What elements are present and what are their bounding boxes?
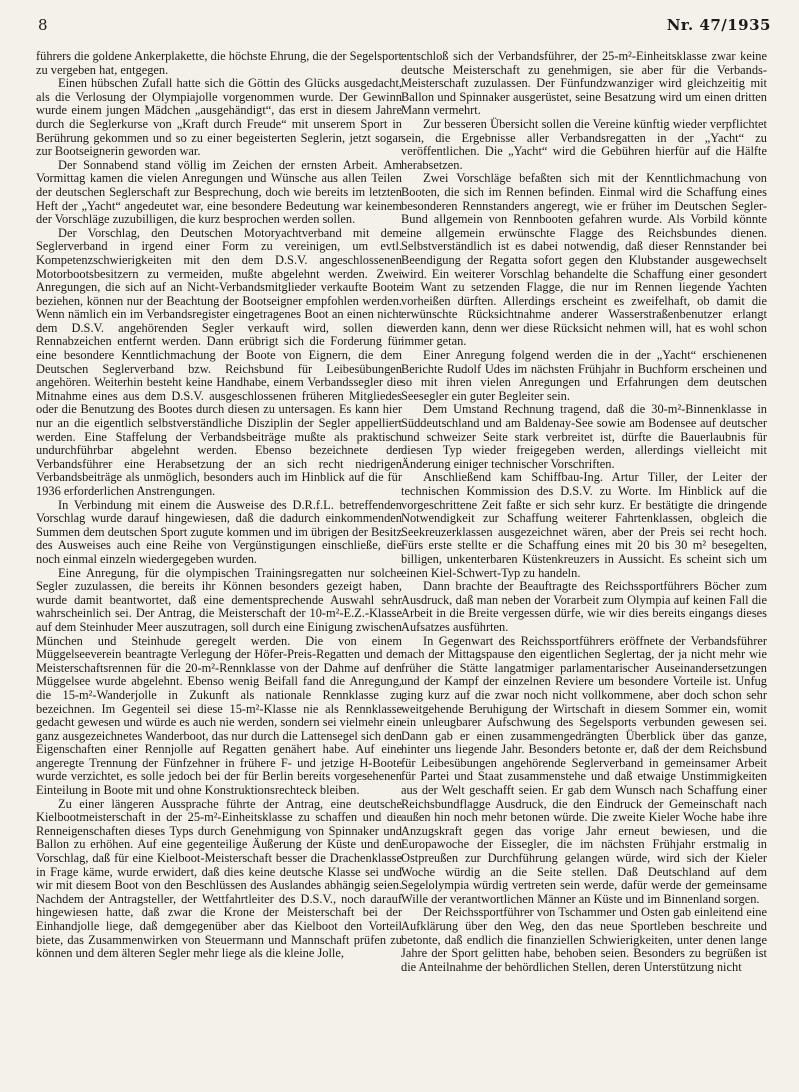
paragraph: Der Reichssportführer von Tschammer und Osten gab einleitend eine Aufklärung über den Weg, den das neue Sportleben beschreite und betonte, daß endlich die finanziellen Schwierigkeiten, unter denen lange Jahre der Sport gelitten habe, behoben seien. Besonders zu begrüßen ist die Anteilnahme der behördlichen Stellen, deren Unterstützung nicht [401, 905, 767, 974]
paragraph: führers die goldene Ankerplakette, die höchste Ehrung, die der Segelsport zu vergeben hat, entgegen. [36, 49, 402, 77]
paragraph: Einen hübschen Zufall hatte sich die Göttin des Glücks ausgedacht, als die Verlosung der Olympiajolle vorgenommen wurde. Der Gewinn wurde einem jungen Mädchen „ausgehändigt“, das erst in diesem Jahre durch die Seglerkurse von „Kraft durch Freude“ mit unserem Sport in Berührung gekommen und so zu einer begeisterten Seglerin, jetzt sogar zur Bootseignerin geworden war. [36, 76, 402, 159]
paragraph: In Gegenwart des Reichssportführers eröffnete der Verbandsführer nach der Mittagspause den eigentlichen Seglertag, der ja nicht mehr wie früher die Stätte langatmiger parlamentarischer Auseinandersetzungen und der Kampf der einzelnen Reviere um besondere Vorteile ist. Unfug ging kurz auf die zwar noch nicht vollkommene, aber doch schon sehr weitgehende Beruhigung der Wirtschaft in diesem Sommer ein, womit ein unleugbarer Aufschwung des Segelsports verbunden gewesen sei. Dann gab er einen zusammengedrängten Überblick über das ganze, hinter uns liegende Jahr. Besonders betonte er, daß der dem Reichsbund für Leibesübungen angehörende Seglerverband in gemeinsamer Arbeit für Partei und Staat zusammenstehe und daß etwaige Unstimmigkeiten aus der Welt geschafft seien. Er gab dem Wunsch nach Schaffung einer Reichsbundflagge Ausdruck, die den Eindruck der Gemeinschaft nach außen hin noch mehr betonen würde. Die zweite Kieler Woche habe ihre Anzugskraft gegen das vorige Jahr erneut bewiesen, und die Europawoche der Eissegler, die im nächsten Frühjahr erstmalig in Ostpreußen zur Durchführung gelangen würde, wird sich der Kieler Woche würdig an die Seite stellen. Daß Deutschland auf dem Segelolympia würdig vertreten sein werde, dafür werde der gemeinsame Wille der verantwortlichen Männer an Küste und im Binnenland sorgen. [401, 633, 767, 906]
paragraph: In Verbindung mit einem die Ausweise des D.R.f.L. betreffenden Vorschlag wurde darauf hingewiesen, daß die dadurch einkommenden Summen dem deutschen Sport zugute kommen und im übrigen der Besitz des Ausweises auch eine Reihe von Vergünstigungen einschließe, die noch einmal einzeln wiedergegeben wurden. [36, 497, 402, 566]
left-column [36, 50, 402, 961]
page-number: 8 [38, 16, 48, 34]
paragraph: Anschließend kam Schiffbau-Ing. Artur Tiller, der Leiter der technischen Kommission des D.S.V. zu Worte. Im Hinblick auf die vorgeschrittene Zeit faßte er sich sehr kurz. Er bestätigte die dringende Notwendigkeit zur Schaffung weiterer Fahrtenklassen, obgleich die Seekreuzerklassen ausgezeichnet wären, aber der Preis sei recht hoch. Fürs erste stellte er die Schaffung eines mit 20 bis 30 m² besegelten, billigen, unkenterbaren Küstenkreuzers in Aussicht. Es scheint sich um einen Kiel-Schwert-Typ zu handeln. [401, 470, 767, 580]
paragraph: Der Vorschlag, den Deutschen Motoryachtverband mit dem Seglerverband in irgend einer Form zu vereinigen, um evtl. Kompetenzschwierigkeiten mit den dem D.S.V. angeschlossenen Motorbootsbesitzern zu vermeiden, mußte abgelehnt werden. Zwei Anregungen, die sich auf an Nicht-Verbandsmitglieder verkaufte Boote beziehen, können nur der Beachtung der Bootseigner empfohlen werden. Wenn nämlich ein im Verbandsregister eingetragenes Boot an einen nicht dem D.S.V. angehörenden Segler verkauft wird, sollen die Rennabzeichen entfernt werden. Dann erübrigt sich die Forderung für eine besondere Kenntlichmachung der Boote von Eignern, die dem Deutschen Seglerverband bzw. Reichsbund für Leibesübungen angehören. Weiterhin besteht keine Handhabe, einem Verbandssegler die Mitnahme eines aus dem D.S.V. ausgeschlossenen früheren Mitgliedes oder die Benutzung des Bootes durch diesen zu untersagen. Es kann hier nur an die eigentlich selbstverständliche Disziplin der Segler appelliert werden. Eine Staffelung der Verbandsbeiträge mußte als praktisch undurchführbar abgelehnt werden. Ebenso bezeichnete der Verbandsführer eine Herabsetzung der an sich recht niedrigen Verbandsbeiträge als unmöglich, besonders auch im Hinblick auf die für 1936 erforderlichen Anstrengungen. [36, 225, 402, 498]
paragraph: entschloß sich der Verbandsführer, der 25-m²-Einheitsklasse zwar keine deutsche Meisterschaft zu genehmigen, sie aber für die Verbands-Meisterschaft zuzulassen. Der Fünfundzwanziger wird gleichzeitig mit Ballon und Spinnaker ausgerüstet, seine Besatzung wird um einen dritten Mann vermehrt. [401, 49, 767, 118]
paragraph: Zur besseren Übersicht sollen die Vereine künftig wieder verpflichtet sein, die Ergebnisse aller Verbandsregatten in der „Yacht“ zu veröffentlichen. Die „Yacht“ wird die Gebühren hierfür auf die Hälfte herabsetzen. [401, 116, 767, 172]
paragraph: Zu einer längeren Aussprache führte der Antrag, eine deutsche Kielbootmeisterschaft in der 25-m²-Einheitsklasse zu schaffen und die Renneigenschaften dieses Typs durch Genehmigung von Spinnaker und Ballon zu erhöhen. Auf eine gegenteilige Äußerung der Küste und den Vorschlag, daß für eine Kielboot-Meisterschaft besser die Drachenklasse in Frage käme, wurde erwidert, daß dies keine deutsche Klasse sei und wir mit diesem Boot von den Beschlüssen des Auslandes abhängig seien. Nachdem der Antragsteller, der Wettfahrtleiter des D.S.V., noch darauf hingewiesen hatte, daß zwar die Krone der Meisterschaft bei der Einhandjolle liege, daß demgegenüber aber das Kielboot den Vorteil biete, das Zusammenwirken von Steuermann und Mannschaft prüfen zu können und dem älteren Segler mehr liege als die kleine Jolle, [36, 796, 402, 961]
paragraph: Dann brachte der Beauftragte des Reichssportführers Böcher zum Ausdruck, daß man neben der Vorarbeit zum Olympia auf keinen Fall die Arbeit in die Breite vergessen dürfe, wie wir dies bereits eingangs dieses Aufsatzes ausführten. [401, 579, 767, 634]
page-header [38, 16, 771, 40]
right-column [401, 50, 767, 974]
paragraph: Eine Anregung, für die olympischen Trainingsregatten nur solche Segler zuzulassen, die bereits ihr Können besonders gezeigt haben, wurde damit beantwortet, daß eine dementsprechende Auswahl sehr wahrscheinlich sei. Der Antrag, die Meisterschaft der 10-m²-E.Z.-Klasse auf dem Steinhuder Meer auszutragen, soll durch eine Einigung zwischen München und Steinhude geregelt werden. Die von einem Müggelseeverein beantragte Verlegung der Höfer-Preis-Regatten und der Meisterschaftsrennen für die 20-m²-Rennklasse von der Dahme auf den Müggelsee wurde abgelehnt. Ebenso wenig Beifall fand die Anregung, die 15-m²-Wanderjolle in Zukunft als nationale Rennklasse zu bezeichnen. Im Gegenteil sei diese 15-m²-Klasse nie als Rennklasse gedacht gewesen und würde es auch nie werden, sondern sei vielmehr ein ganz ausgezeichnetes Wanderboot, das nur durch die Lattensegel sich den Eigenschaften einer Rennjolle auf Regatten genähert habe. Auf eine angeregte Trennung der Fünfzehner in frühere F- und jetzige H-Boote wurde verzichtet, es solle jedoch bei der für Berlin bereits vorgesehenen Einteilung in Boote mit und ohne Konstruktionsrechteck bleiben. [36, 565, 402, 798]
paragraph: Dem Umstand Rechnung tragend, daß die 30-m²-Binnenklasse in Süddeutschland und am Baldenay-See sowie am Bodensee auf deutscher und schweizer Seite stark verbreitet ist, dürfte die Bauerlaubnis für diesen Typ wieder freigegeben werden, allerdings vielleicht mit Änderung einiger technischer Vorschriften. [401, 402, 767, 471]
paragraph: Zwei Vorschläge befaßten sich mit der Kenntlichmachung von Booten, die sich im Rennen befinden. Einmal wird die Schaffung eines besonderen Rennstanders angeregt, wie er früher im Deutschen Segler-Bund allgemein von Rennbooten gefahren wurde. Als Vorbild könnte eine allgemein erwünschte Flagge des Reichsbundes dienen. Selbstverständlich ist es dabei notwendig, daß dieser Rennstander bei Beendigung der Regatta sofort gegen den Klubstander ausgewechselt wird. Ein weiterer Vorschlag behandelte die Schaffung einer gesondert im Want zu setzenden Flagge, die nur im Rennen liegende Yachten vorheißen dürften. Allerdings erscheint es zweifelhaft, ob damit die erwünschte Rücksichtnahme anderer Wasserstraßenbenutzer erlangt werden kann, denn wer diese Rücksicht nehmen will, hat es wohl schon immer getan. [401, 171, 767, 349]
paragraph: Der Sonnabend stand völlig im Zeichen der ernsten Arbeit. Am Vormittag kamen die vielen Anregungen und Wünsche aus allen Teilen der deutschen Seglerschaft zur Besprechung, doch wie bereits im letzten Heft der „Yacht“ angedeutet war, eine besondere Bedeutung war keinem der Vorschläge zuzubilligen, die kurz besprochen werden sollen. [36, 157, 402, 227]
paragraph: Einer Anregung folgend werden die in der „Yacht“ erschienenen Berichte Rudolf Udes im nächsten Frühjahr in Buchform erscheinen und so mit ihren vielen Anregungen und Erfahrungen dem deutschen Seesegler ein guter Begleiter sein. [401, 348, 767, 403]
issue-number: Nr. 47/1935 [666, 16, 771, 34]
